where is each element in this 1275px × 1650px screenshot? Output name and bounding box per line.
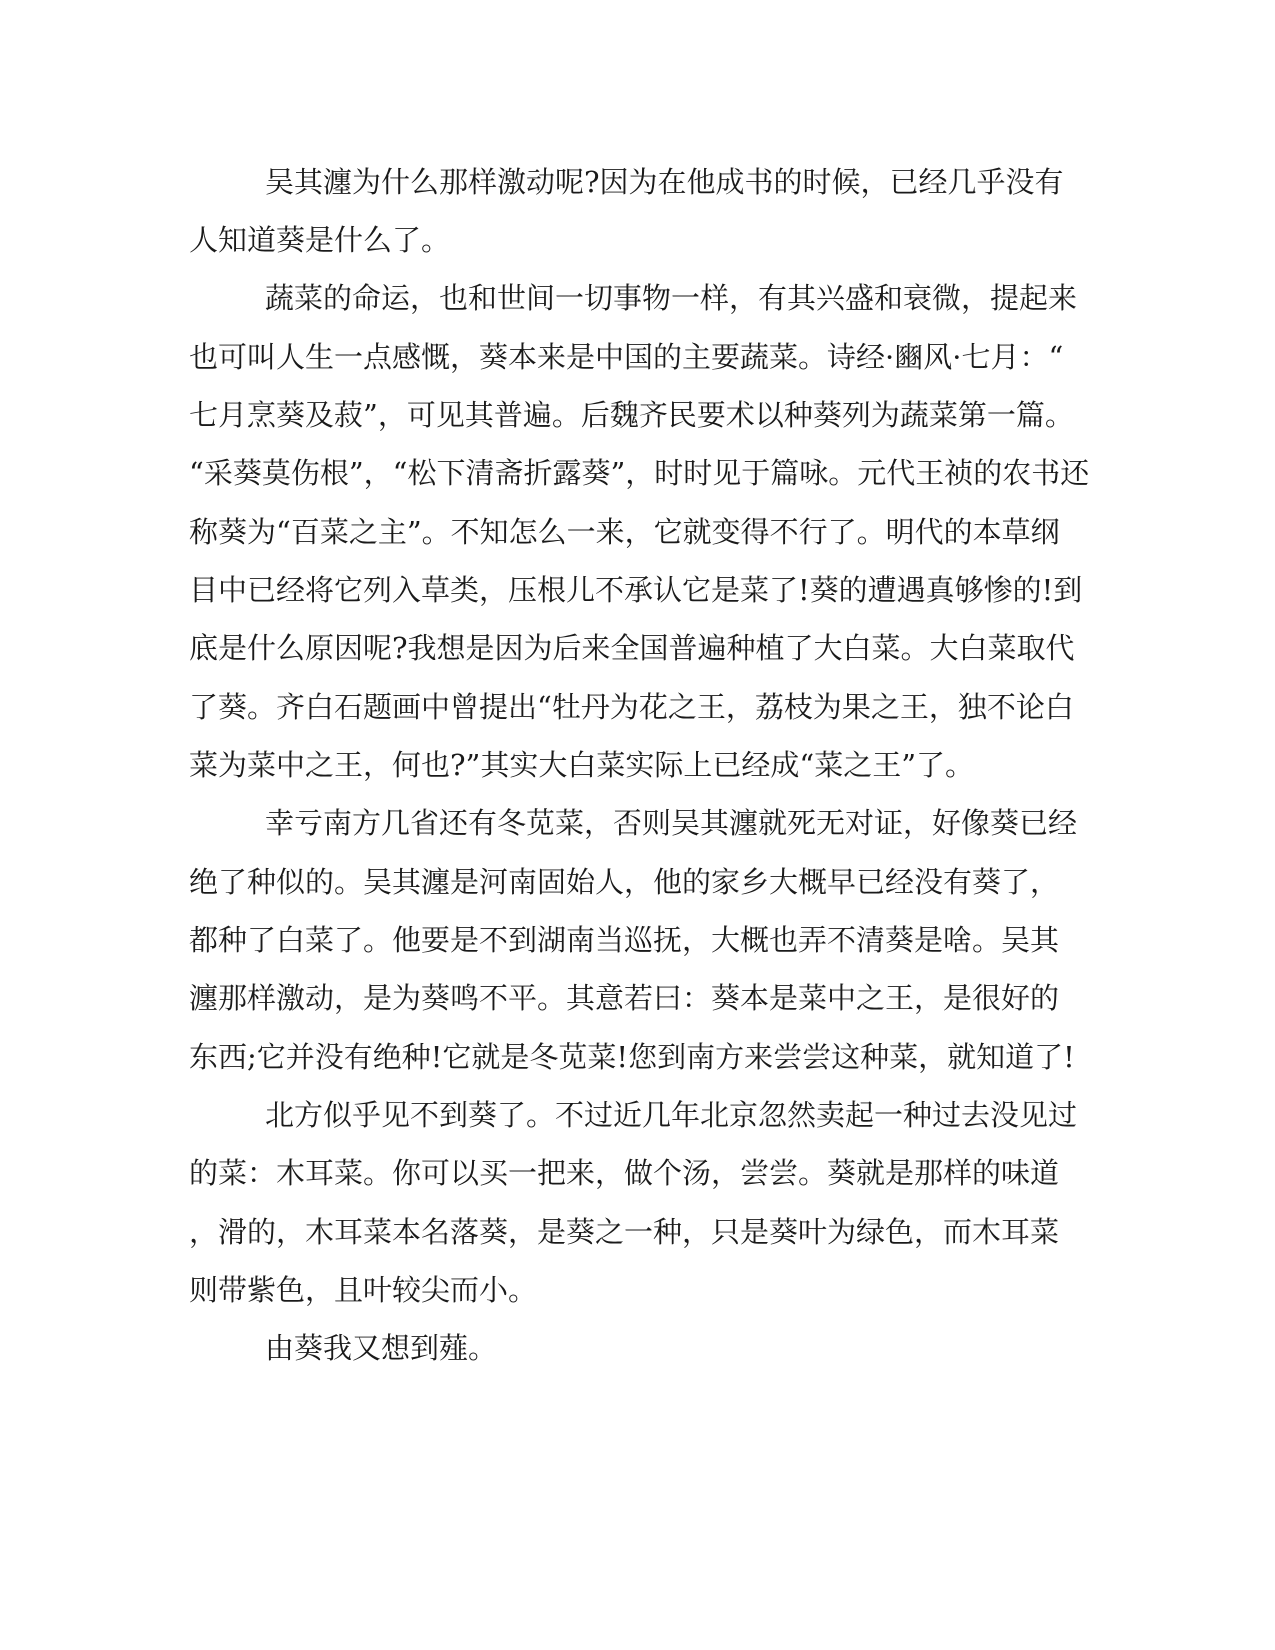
text-line: 了葵。齐白石题画中曾提出“牡丹为花之王，荔枝为果之王，独不论白 (189, 690, 1074, 724)
text-line: 绝了种似的。吴其瀍是河南固始人，他的家乡大概早已经没有葵了， (189, 865, 1060, 899)
text-line: 蔬菜的命运，也和世间一切事物一样，有其兴盛和衰微，提起来 (265, 281, 1078, 315)
text-line: 底是什么原因呢?我想是因为后来全国普遍种植了大白菜。大白菜取代 (189, 631, 1075, 665)
text-line: 由葵我又想到薤。 (265, 1331, 498, 1365)
text-line: 七月烹葵及菽”，可见其普遍。后魏齐民要术以种葵列为蔬菜第一篇。 (189, 398, 1074, 432)
text-line: 吴其瀍为什么那样激动呢?因为在他成书的时候，已经几乎没有 (265, 165, 1064, 199)
text-line: 称葵为“百菜之主”。不知怎么一来，它就变得不行了。明代的本草纲 (189, 515, 1060, 549)
text-line: 人知道葵是什么了。 (189, 223, 451, 257)
text-line: 幸亏南方几省还有冬苋菜，否则吴其瀍就死无对证，好像葵已经 (265, 806, 1078, 840)
text-line: 都种了白菜了。他要是不到湖南当巡抚，大概也弄不清葵是啥。吴其 (189, 923, 1060, 957)
text-line: “采葵莫伤根”，“松下清斋折露葵”，时时见于篇咏。元代王祯的农书还 (189, 456, 1090, 490)
text-line: 则带紫色，且叶较尖而小。 (189, 1273, 538, 1307)
text-line: 的菜：木耳菜。你可以买一把来，做个汤，尝尝。葵就是那样的味道 (189, 1156, 1060, 1190)
text-line: 菜为菜中之王，何也?”其实大白菜实际上已经成“菜之王”了。 (189, 748, 975, 782)
text-line: 目中已经将它列入草类，压根儿不承认它是菜了!葵的遭遇真够惨的!到 (189, 573, 1083, 607)
text-line: 北方似乎见不到葵了。不过近几年北京忽然卖起一种过去没见过 (265, 1098, 1078, 1132)
text-line: 瀍那样激动，是为葵鸣不平。其意若曰：葵本是菜中之王，是很好的 (189, 981, 1060, 1015)
text-line: 也可叫人生一点感慨，葵本来是中国的主要蔬菜。诗经·豳风·七月：“ (189, 340, 1064, 374)
text-line: 东西;它并没有绝种!它就是冬苋菜!您到南方来尝尝这种菜，就知道了! (189, 1040, 1075, 1074)
text-line: ，滑的，木耳菜本名落葵，是葵之一种，只是葵叶为绿色，而木耳菜 (189, 1215, 1060, 1249)
